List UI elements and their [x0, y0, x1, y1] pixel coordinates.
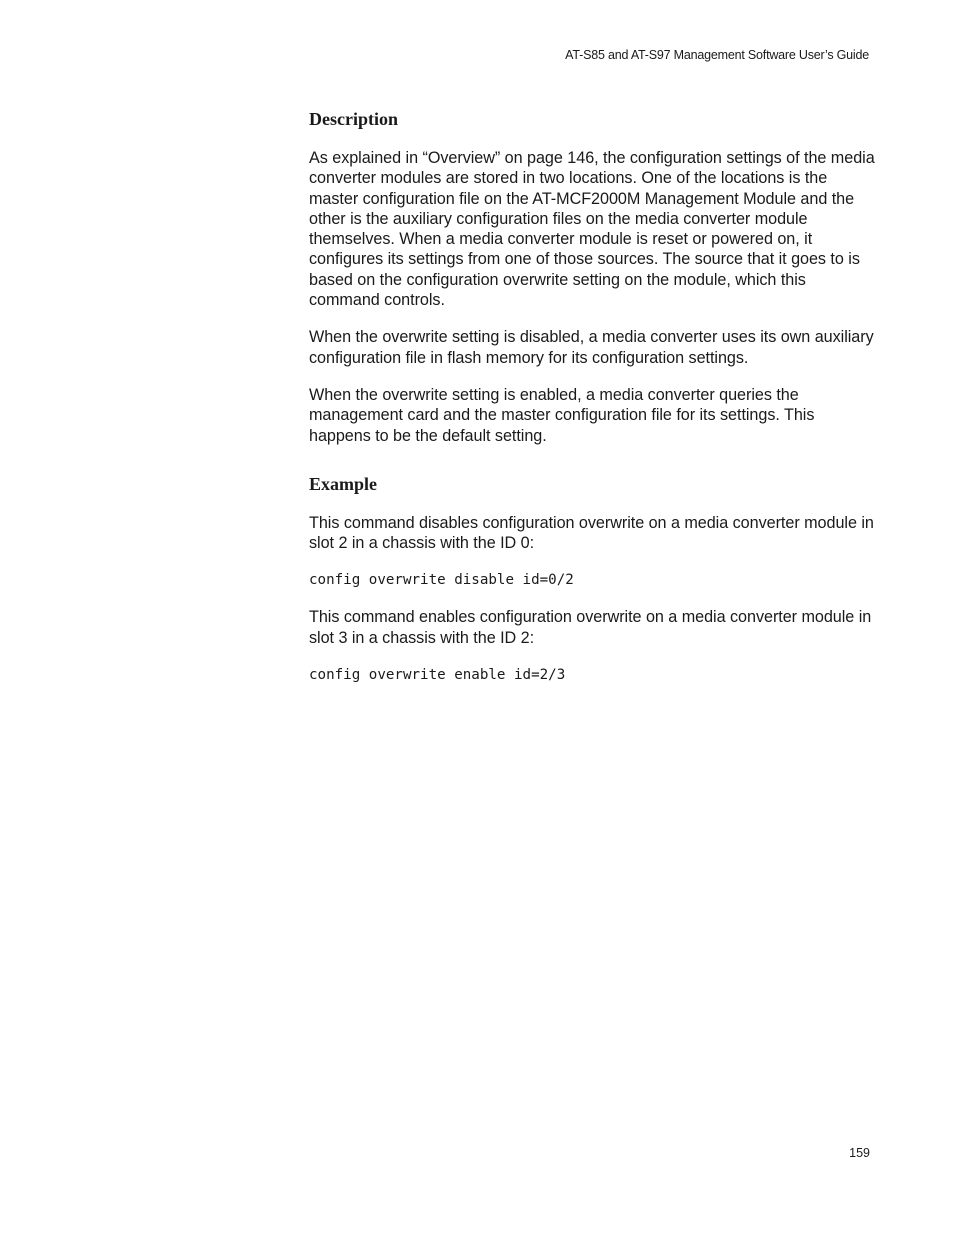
page-number: 159 — [849, 1146, 870, 1160]
description-heading: Description — [309, 109, 398, 129]
code-sample: config overwrite enable id=2/3 — [309, 667, 566, 684]
description-paragraph: When the overwrite setting is disabled, a media converter uses its own auxiliary configuration file in flash memory for its configuration settings. — [309, 328, 874, 367]
page-content — [309, 107, 879, 702]
description-paragraph: As explained in “Overview” on page 146, the configuration settings of the media converter modules are stored in two locations. One of the locations is the master configuration file on the AT-MCF2000M Management Module and the other is the auxiliary configuration files on the media converter module themselves. When a media converter module is reset or powered on, it configures its settings from one of those sources. The source that it goes to is based on the configuration overwrite setting on the module, which this command controls. — [309, 149, 875, 310]
code-sample: config overwrite disable id=0/2 — [309, 572, 574, 589]
example-heading: Example — [309, 473, 378, 494]
running-header: AT-S85 and AT-S97 Management Software User’s Guide — [565, 48, 869, 62]
description-paragraph: When the overwrite setting is enabled, a media converter queries the management card and the master configuration file for its settings. This happens to be the default setting. — [309, 385, 815, 445]
example-text: This command enables configuration overwrite on a media converter module in slot 3 in a chassis with the ID 2: — [309, 608, 872, 647]
example-text: This command disables configuration overwrite on a media converter module in slot 2 in a chassis with the ID 0: — [309, 513, 874, 553]
